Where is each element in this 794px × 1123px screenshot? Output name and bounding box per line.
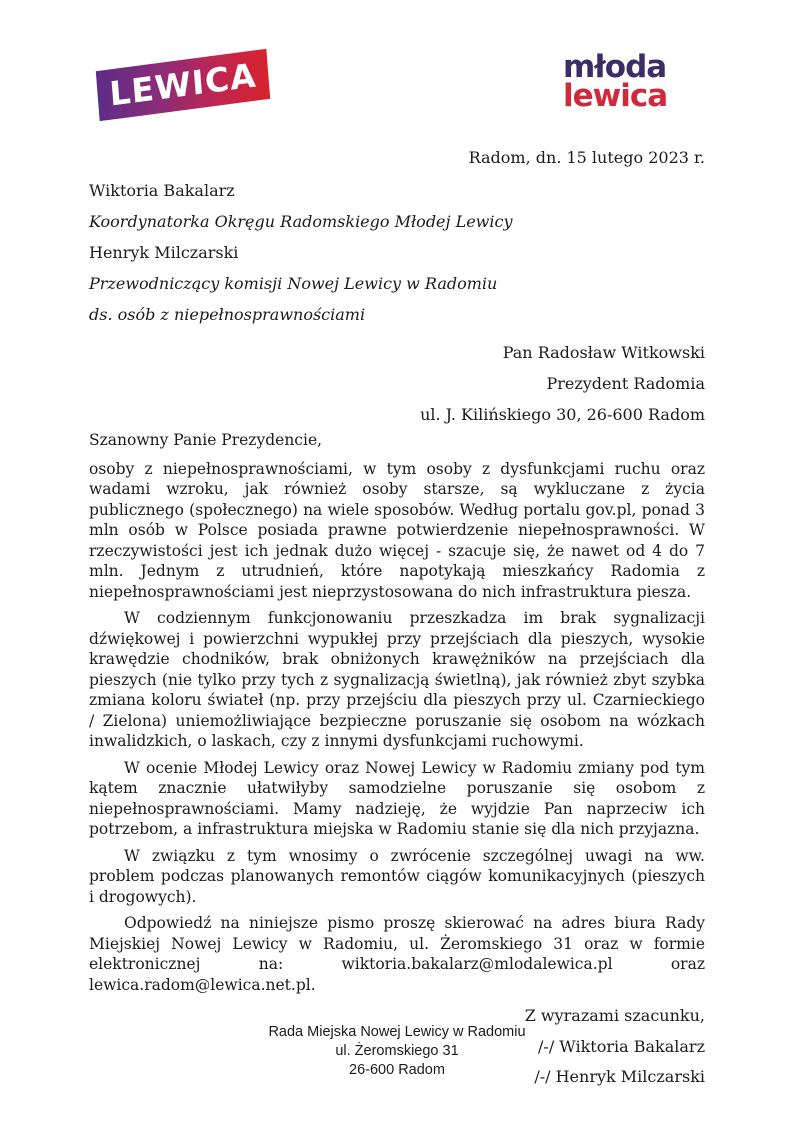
sender-block: [89, 175, 705, 330]
paragraph-5: Odpowiedź na niniejsze pismo proszę skierować na adres biura Rady Miejskiej Nowej Lewicy w Radomiu, ul. Żeromskiego 31 oraz w formie elektronicznej na: wiktoria.bakalarz@mlodalewica.pl oraz lewica.radom@lewica.net.pl.: [89, 914, 705, 994]
footer-line-3: 26-600 Radom: [349, 1062, 445, 1078]
sender-role-2: Przewodniczący komisji Nowej Lewicy w Radomiu: [89, 274, 498, 293]
sender-role-1: Koordynatorka Okręgu Radomskiego Młodej Lewicy: [89, 212, 513, 231]
mloda-lewica-logo-line1: młoda: [563, 49, 667, 85]
paragraph-4: W związku z tym wnosimy o zwrócenie szczególnej uwagi na ww. problem podczas planowanych remontów ciągów komunikacyjnych (pieszych i drogowych).: [89, 846, 705, 906]
paragraph-3: W ocenie Młodej Lewicy oraz Nowej Lewicy w Radomiu zmiany pod tym kątem znacznie ułatwiłyby samodzielne poruszanie się osobom z niepełnosprawnościami. Mamy nadzieję, że wyjdzie Pan naprzeciw ich potrzebom, a infrastruktura miejska w Radomiu stanie się dla nich przyjazna.: [89, 758, 705, 838]
footer-line-1: Rada Miejska Nowej Lewicy w Radomiu: [268, 1024, 526, 1040]
letter-body: [89, 459, 705, 996]
sender-name-2: Henryk Milczarski: [89, 243, 239, 262]
paragraph-1: osoby z niepełnosprawnościami, w tym osoby z dysfunkcjami ruchu oraz wadami wzroku, jak również osoby starsze, są wykluczane z życia publicznego (społecznego) na wiele sposobów. Według portalu gov.pl, ponad 3 mln osób w Polsce posiada prawne potwierdzenie niepełnosprawności. W rzeczywistości jest ich jednak dużo więcej - szacuje się, że nawet od 4 do 7 mln. Jednym z utrudnień, które napotykają mieszkańcy Radomia z niepełnosprawnościami jest nieprzystosowana do nich infrastruktura piesza.: [89, 459, 705, 601]
closing-phrase: Z wyrazami szacunku,: [524, 1006, 705, 1025]
sender-role-2-continued: ds. osób z niepełnosprawnościami: [89, 305, 366, 324]
mloda-lewica-logo-line2: lewica: [563, 78, 668, 114]
signature-2: /-/ Henryk Milczarski: [534, 1067, 705, 1086]
footer-address: [0, 1023, 794, 1080]
signature-1: /-/ Wiktoria Bakalarz: [538, 1036, 705, 1056]
salutation: Szanowny Panie Prezydencie,: [89, 431, 323, 449]
recipient-name: Pan Radosław Witkowski: [502, 343, 705, 362]
recipient-address: ul. J. Kilińskiego 30, 26-600 Radom: [420, 405, 705, 424]
sender-name-1: Wiktoria Bakalarz: [89, 181, 235, 200]
lewica-logo-text: LEWICA: [96, 49, 270, 121]
paragraph-2: W codziennym funkcjonowaniu przeszkadza im brak sygnalizacji dźwiękowej i powierzchni wypukłej przy przejściach dla pieszych, wysokie krawędzie chodników, brak obniżonych krawężników na przejściach dla pieszych (nie tylko przy tych z sygnalizacją świetlną), jak również zbyt szybka zmiana koloru świateł (np. przy przejściu dla pieszych przy ul. Czarnieckiego / Zielona) uniemożliwiające bezpieczne poruszanie się osobom na wózkach inwalidzkich, o laskach, czy z innymi dysfunkcjami ruchowymi.: [89, 609, 705, 750]
recipient-block: [89, 337, 705, 430]
letter-content: [89, 0, 705, 1093]
date-line: Radom, dn. 15 lutego 2023 r.: [468, 148, 705, 167]
recipient-title: Prezydent Radomia: [546, 374, 705, 393]
footer-line-2: ul. Żeromskiego 31: [335, 1043, 459, 1059]
